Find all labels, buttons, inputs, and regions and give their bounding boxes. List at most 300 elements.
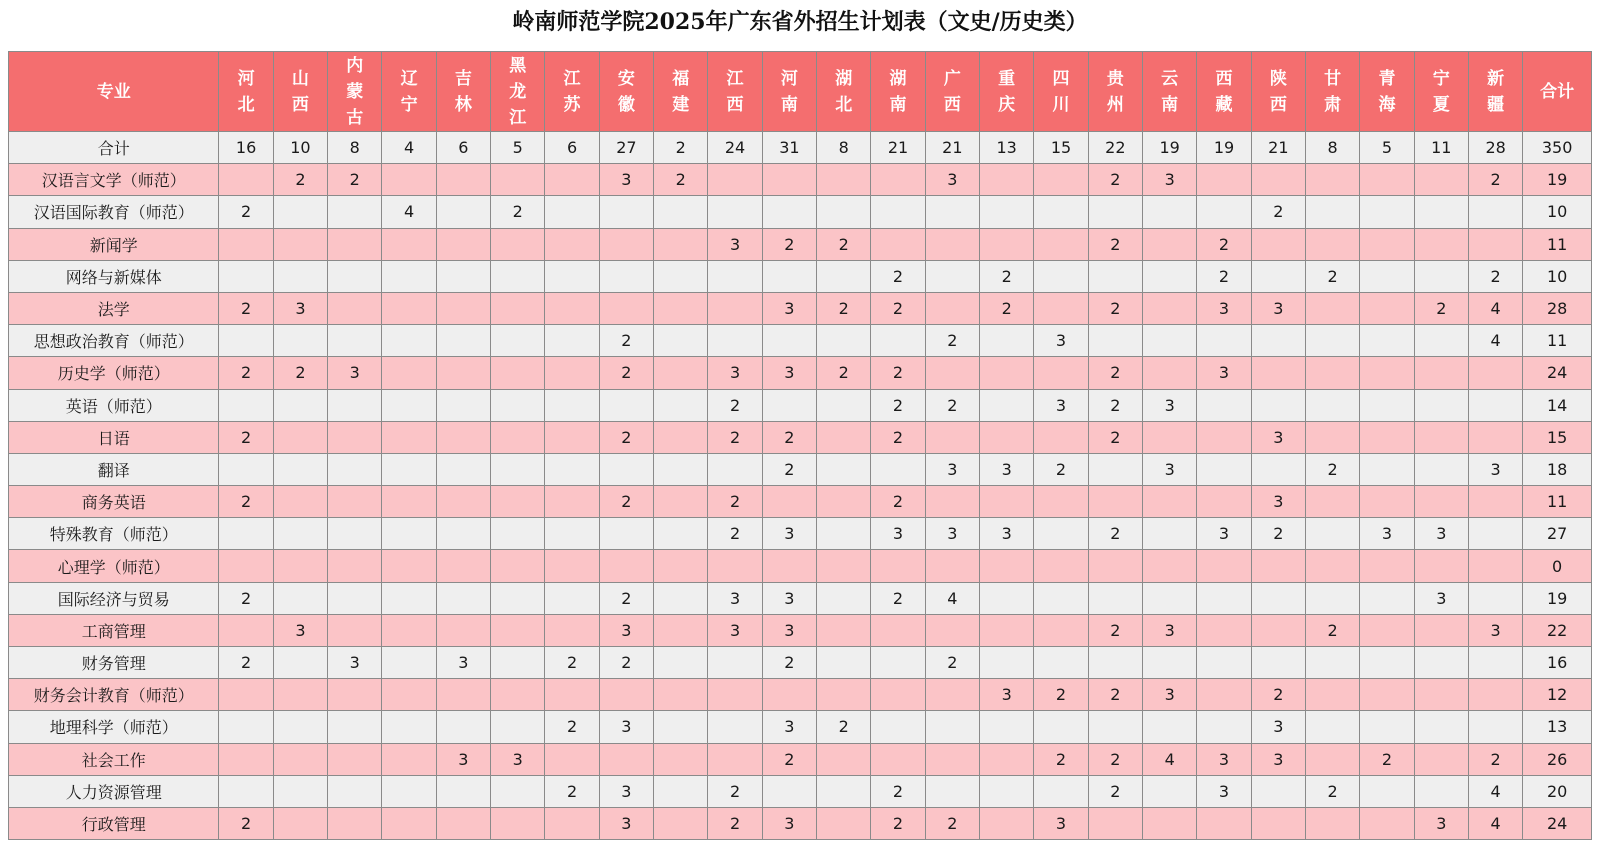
quota-cell [708,550,762,582]
quota-cell: 2 [1088,228,1142,260]
quota-cell [599,260,653,292]
quota-cell: 2 [1088,614,1142,646]
quota-cell [1251,775,1305,807]
quota-cell: 2 [1088,292,1142,324]
quota-cell: 3 [599,775,653,807]
header-major: 专业 [9,52,219,132]
quota-cell [654,582,708,614]
quota-cell [1197,325,1251,357]
quota-cell [980,389,1034,421]
quota-cell [545,518,599,550]
quota-cell [708,743,762,775]
quota-cell [436,164,490,196]
quota-cell: 3 [980,453,1034,485]
header-province: 贵 州 [1088,52,1142,132]
quota-cell [762,260,816,292]
quota-cell [817,389,871,421]
quota-cell [1088,260,1142,292]
quota-cell [1143,260,1197,292]
quota-cell [980,647,1034,679]
header-province: 宁 夏 [1414,52,1468,132]
quota-cell [382,486,436,518]
quota-cell [1143,550,1197,582]
quota-cell: 3 [1034,389,1088,421]
quota-cell [491,292,545,324]
quota-cell [980,196,1034,228]
quota-cell: 4 [1143,743,1197,775]
quota-cell [817,325,871,357]
quota-cell: 3 [925,518,979,550]
row-total-cell: 19 [1523,164,1592,196]
header-province: 江 西 [708,52,762,132]
quota-cell [328,486,382,518]
quota-cell [1197,453,1251,485]
quota-cell [925,228,979,260]
quota-cell [382,614,436,646]
row-total-cell: 19 [1523,582,1592,614]
quota-cell: 2 [925,325,979,357]
quota-cell [1251,260,1305,292]
row-total-cell: 22 [1523,614,1592,646]
quota-cell [817,196,871,228]
quota-cell [925,711,979,743]
quota-cell [273,196,327,228]
quota-cell [599,228,653,260]
quota-cell: 2 [1305,614,1359,646]
quota-cell [708,196,762,228]
quota-cell [328,807,382,839]
quota-cell: 5 [491,132,545,164]
quota-cell [491,228,545,260]
quota-cell: 2 [599,357,653,389]
major-cell: 英语（师范） [9,389,219,421]
quota-cell [436,775,490,807]
header-row [9,52,1592,132]
quota-cell [1143,292,1197,324]
major-cell: 商务英语 [9,486,219,518]
quota-cell [382,389,436,421]
quota-cell: 3 [1251,711,1305,743]
quota-cell: 2 [1034,743,1088,775]
quota-cell [1468,582,1522,614]
quota-cell: 4 [382,196,436,228]
row-total-cell: 15 [1523,421,1592,453]
quota-cell [1414,196,1468,228]
quota-cell [1414,357,1468,389]
quota-cell [436,486,490,518]
quota-cell [654,357,708,389]
major-cell: 日语 [9,421,219,453]
quota-cell [1251,357,1305,389]
quota-cell [273,389,327,421]
quota-cell [654,518,708,550]
row-total-cell: 27 [1523,518,1592,550]
quota-cell: 2 [545,711,599,743]
quota-cell [871,711,925,743]
quota-cell [491,164,545,196]
quota-cell [1143,647,1197,679]
quota-cell [1360,325,1414,357]
quota-cell [1468,421,1522,453]
header-province: 西 藏 [1197,52,1251,132]
quota-cell: 2 [1088,421,1142,453]
major-cell: 心理学（师范） [9,550,219,582]
quota-cell [1305,807,1359,839]
quota-cell [1360,679,1414,711]
quota-cell [1305,292,1359,324]
quota-cell [436,453,490,485]
quota-cell [1305,582,1359,614]
quota-cell [1305,389,1359,421]
quota-cell [382,453,436,485]
quota-cell [980,164,1034,196]
major-cell: 法学 [9,292,219,324]
quota-cell: 6 [436,132,490,164]
major-cell: 历史学（师范） [9,357,219,389]
quota-cell [925,196,979,228]
quota-cell [654,260,708,292]
quota-cell [545,421,599,453]
quota-cell [382,679,436,711]
quota-cell [219,679,273,711]
quota-cell: 3 [1197,292,1251,324]
quota-cell: 3 [1251,421,1305,453]
quota-cell: 2 [871,389,925,421]
quota-cell: 3 [599,164,653,196]
quota-cell [491,679,545,711]
quota-cell: 8 [817,132,871,164]
quota-cell: 2 [545,647,599,679]
quota-cell [1305,325,1359,357]
row-total-cell: 14 [1523,389,1592,421]
quota-cell: 13 [980,132,1034,164]
quota-cell [1197,614,1251,646]
quota-cell [1197,550,1251,582]
quota-cell [436,421,490,453]
quota-cell [545,582,599,614]
table-row [9,582,1592,614]
quota-cell [817,743,871,775]
quota-cell [1414,647,1468,679]
quota-cell [382,228,436,260]
quota-cell: 3 [491,743,545,775]
quota-cell [328,228,382,260]
quota-cell [817,775,871,807]
quota-cell: 21 [871,132,925,164]
quota-cell [328,614,382,646]
quota-cell: 2 [980,260,1034,292]
quota-cell [436,292,490,324]
quota-cell: 16 [219,132,273,164]
quota-cell [980,711,1034,743]
quota-cell [1305,164,1359,196]
quota-cell [1088,582,1142,614]
quota-cell: 4 [1468,807,1522,839]
table-row [9,325,1592,357]
quota-cell [491,453,545,485]
quota-cell [1360,421,1414,453]
quota-cell: 4 [925,582,979,614]
quota-cell: 2 [219,486,273,518]
major-cell: 网络与新媒体 [9,260,219,292]
quota-cell: 3 [599,614,653,646]
quota-cell: 2 [871,775,925,807]
quota-cell [328,389,382,421]
quota-cell [1034,550,1088,582]
quota-cell [1305,228,1359,260]
quota-cell [273,711,327,743]
quota-cell [817,647,871,679]
quota-cell [871,325,925,357]
quota-cell [1360,292,1414,324]
quota-cell: 2 [219,292,273,324]
quota-cell [1360,389,1414,421]
quota-cell [817,550,871,582]
quota-cell [1143,421,1197,453]
quota-cell [980,614,1034,646]
quota-cell [654,647,708,679]
quota-cell: 2 [1305,453,1359,485]
quota-cell: 3 [1034,807,1088,839]
quota-cell [382,647,436,679]
quota-cell [1143,325,1197,357]
quota-cell [1414,679,1468,711]
quota-cell: 2 [1088,743,1142,775]
quota-cell: 2 [1088,357,1142,389]
quota-cell [1360,582,1414,614]
quota-cell [1468,550,1522,582]
quota-cell [654,421,708,453]
quota-cell [273,260,327,292]
enrollment-plan-table [8,51,1592,840]
quota-cell [654,614,708,646]
quota-cell: 2 [1305,775,1359,807]
quota-cell [545,453,599,485]
quota-cell [382,807,436,839]
quota-cell: 3 [1197,357,1251,389]
quota-cell [762,550,816,582]
quota-cell [273,582,327,614]
major-cell: 人力资源管理 [9,775,219,807]
quota-cell: 2 [708,775,762,807]
quota-cell [436,711,490,743]
quota-cell [817,260,871,292]
quota-cell [1251,164,1305,196]
quota-cell [1360,647,1414,679]
quota-cell [436,389,490,421]
quota-cell: 3 [762,582,816,614]
quota-cell [708,292,762,324]
quota-cell [382,292,436,324]
quota-cell [1034,582,1088,614]
quota-cell: 4 [1468,325,1522,357]
quota-cell: 3 [328,357,382,389]
quota-cell: 10 [273,132,327,164]
quota-cell: 3 [980,679,1034,711]
header-province: 安 徽 [599,52,653,132]
table-row [9,389,1592,421]
quota-cell [491,357,545,389]
quota-cell: 2 [762,453,816,485]
header-province: 辽 宁 [382,52,436,132]
quota-cell [1305,196,1359,228]
quota-cell [219,389,273,421]
header-province: 新 疆 [1468,52,1522,132]
quota-cell [654,453,708,485]
quota-cell [1197,421,1251,453]
quota-cell [382,582,436,614]
quota-cell: 3 [708,582,762,614]
quota-cell [925,550,979,582]
quota-cell: 3 [762,292,816,324]
quota-cell [817,164,871,196]
quota-cell: 2 [1088,679,1142,711]
quota-cell: 11 [1414,132,1468,164]
major-cell: 合计 [9,132,219,164]
quota-cell [1197,679,1251,711]
quota-cell [1414,614,1468,646]
quota-cell: 3 [762,357,816,389]
quota-cell [871,679,925,711]
quota-cell: 2 [219,807,273,839]
quota-cell: 22 [1088,132,1142,164]
table-row [9,357,1592,389]
quota-cell [817,807,871,839]
major-cell: 思想政治教育（师范） [9,325,219,357]
quota-cell [219,260,273,292]
quota-cell [1088,325,1142,357]
quota-cell [1197,486,1251,518]
quota-cell [925,775,979,807]
quota-cell [1468,196,1522,228]
quota-cell: 2 [1034,679,1088,711]
table-row [9,711,1592,743]
row-total-cell: 28 [1523,292,1592,324]
quota-cell: 2 [219,421,273,453]
quota-cell [654,807,708,839]
table-row [9,550,1592,582]
quota-cell [273,228,327,260]
quota-cell [980,228,1034,260]
quota-cell [708,260,762,292]
quota-cell: 3 [980,518,1034,550]
quota-cell [599,550,653,582]
quota-cell [545,164,599,196]
quota-cell [871,743,925,775]
quota-cell [762,486,816,518]
quota-cell: 3 [1143,614,1197,646]
quota-cell: 2 [762,743,816,775]
quota-cell [382,518,436,550]
quota-cell [491,550,545,582]
quota-cell [980,421,1034,453]
quota-cell [328,582,382,614]
quota-cell [1468,518,1522,550]
quota-cell [1414,389,1468,421]
quota-cell [1305,679,1359,711]
quota-cell: 3 [1414,518,1468,550]
quota-cell: 3 [708,357,762,389]
quota-cell: 2 [762,228,816,260]
quota-cell [1360,453,1414,485]
quota-cell [1468,228,1522,260]
quota-cell: 21 [925,132,979,164]
quota-cell [1251,550,1305,582]
major-cell: 工商管理 [9,614,219,646]
row-total-cell: 11 [1523,325,1592,357]
quota-cell [491,582,545,614]
quota-cell [1305,743,1359,775]
major-cell: 财务管理 [9,647,219,679]
quota-cell [491,518,545,550]
quota-cell: 3 [1143,679,1197,711]
quota-cell [1034,292,1088,324]
quota-cell: 2 [871,292,925,324]
quota-cell: 3 [1034,325,1088,357]
quota-cell [1088,550,1142,582]
quota-cell: 2 [817,292,871,324]
quota-cell [545,357,599,389]
quota-cell [1468,389,1522,421]
quota-cell [1251,389,1305,421]
major-cell: 社会工作 [9,743,219,775]
quota-cell: 2 [599,421,653,453]
quota-cell [273,775,327,807]
quota-cell [1197,807,1251,839]
quota-cell [1360,614,1414,646]
quota-cell: 2 [925,647,979,679]
quota-cell [491,807,545,839]
quota-cell: 3 [1468,614,1522,646]
quota-cell [708,164,762,196]
quota-cell: 3 [762,711,816,743]
quota-cell: 2 [545,775,599,807]
quota-cell [382,550,436,582]
quota-cell [491,421,545,453]
quota-cell: 2 [708,807,762,839]
quota-cell [436,807,490,839]
quota-cell [1197,711,1251,743]
table-row [9,196,1592,228]
header-province: 吉 林 [436,52,490,132]
quota-cell: 2 [491,196,545,228]
quota-cell: 3 [925,164,979,196]
quota-cell [382,711,436,743]
quota-cell [1414,260,1468,292]
quota-cell [1414,164,1468,196]
quota-cell [871,228,925,260]
header-province: 青 海 [1360,52,1414,132]
quota-cell [436,260,490,292]
quota-cell: 19 [1143,132,1197,164]
quota-cell [871,550,925,582]
quota-cell [599,292,653,324]
quota-cell [1034,260,1088,292]
quota-cell [654,486,708,518]
table-row [9,292,1592,324]
quota-cell: 2 [871,260,925,292]
quota-cell: 2 [871,357,925,389]
quota-cell: 2 [871,582,925,614]
quota-cell: 2 [817,357,871,389]
quota-cell: 2 [1360,743,1414,775]
quota-cell: 3 [1468,453,1522,485]
quota-cell [1034,775,1088,807]
quota-cell [762,164,816,196]
major-cell: 地理科学（师范） [9,711,219,743]
quota-cell [273,807,327,839]
quota-cell [1414,775,1468,807]
